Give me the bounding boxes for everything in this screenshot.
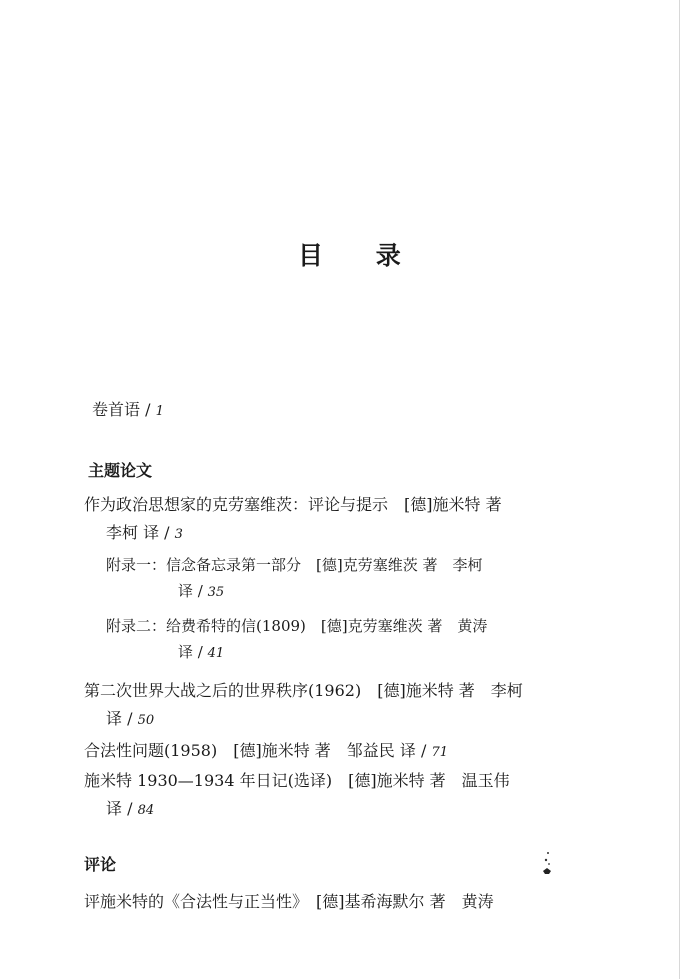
toc-entry-line: 附录一：信念备忘录第一部分 [德]克劳塞维茨 著 李柯 bbox=[106, 556, 483, 574]
entry-translator: 译 / bbox=[106, 799, 138, 818]
foreword-entry bbox=[92, 397, 164, 420]
toc-entry-line2 bbox=[106, 706, 154, 729]
toc-entry-line: 作为政治思想家的克劳塞维茨：评论与提示 [德]施米特 著 bbox=[84, 495, 502, 514]
page-number: 84 bbox=[137, 803, 155, 818]
entry-translator: 李柯 译 / bbox=[106, 523, 175, 542]
section-heading-reviews: 评论 bbox=[84, 855, 117, 874]
page-number: 41 bbox=[207, 646, 225, 661]
entry-translator: 译 / bbox=[178, 582, 208, 600]
page-number: 71 bbox=[431, 745, 448, 760]
page-title: 目 录 bbox=[298, 241, 423, 270]
page-number: 1 bbox=[155, 404, 164, 419]
page-number: 35 bbox=[207, 585, 225, 600]
toc-entry-line2 bbox=[178, 580, 224, 601]
toc-entry-line2 bbox=[178, 641, 224, 662]
toc-entry-line: 第二次世界大战之后的世界秩序(1962) [德]施米特 著 李柯 bbox=[84, 681, 523, 700]
entry-translator: 译 / bbox=[178, 643, 208, 661]
entry-text: 卷首语 / bbox=[92, 400, 156, 419]
toc-entry-line2 bbox=[106, 520, 183, 543]
toc-entry-line2 bbox=[106, 796, 154, 819]
section-heading-main-papers: 主题论文 bbox=[88, 461, 153, 480]
toc-entry-line: 评施米特的《合法性与正当性》 [德]基希海默尔 著 黄涛 bbox=[84, 892, 494, 911]
scan-speck bbox=[540, 850, 554, 876]
toc-entry-line: 施米特 1930—1934 年日记(选译) [德]施米特 著 温玉伟 bbox=[84, 771, 510, 790]
entry-translator: 译 / bbox=[106, 709, 138, 728]
entry-text: 合法性问题(1958) [德]施米特 著 邹益民 译 / bbox=[84, 741, 432, 760]
page-number: 50 bbox=[137, 713, 155, 728]
toc-entry-line: 附录二：给费希特的信(1809) [德]克劳塞维茨 著 黄涛 bbox=[106, 617, 488, 635]
toc-entry-line bbox=[84, 738, 448, 761]
page-number: 3 bbox=[174, 527, 183, 542]
